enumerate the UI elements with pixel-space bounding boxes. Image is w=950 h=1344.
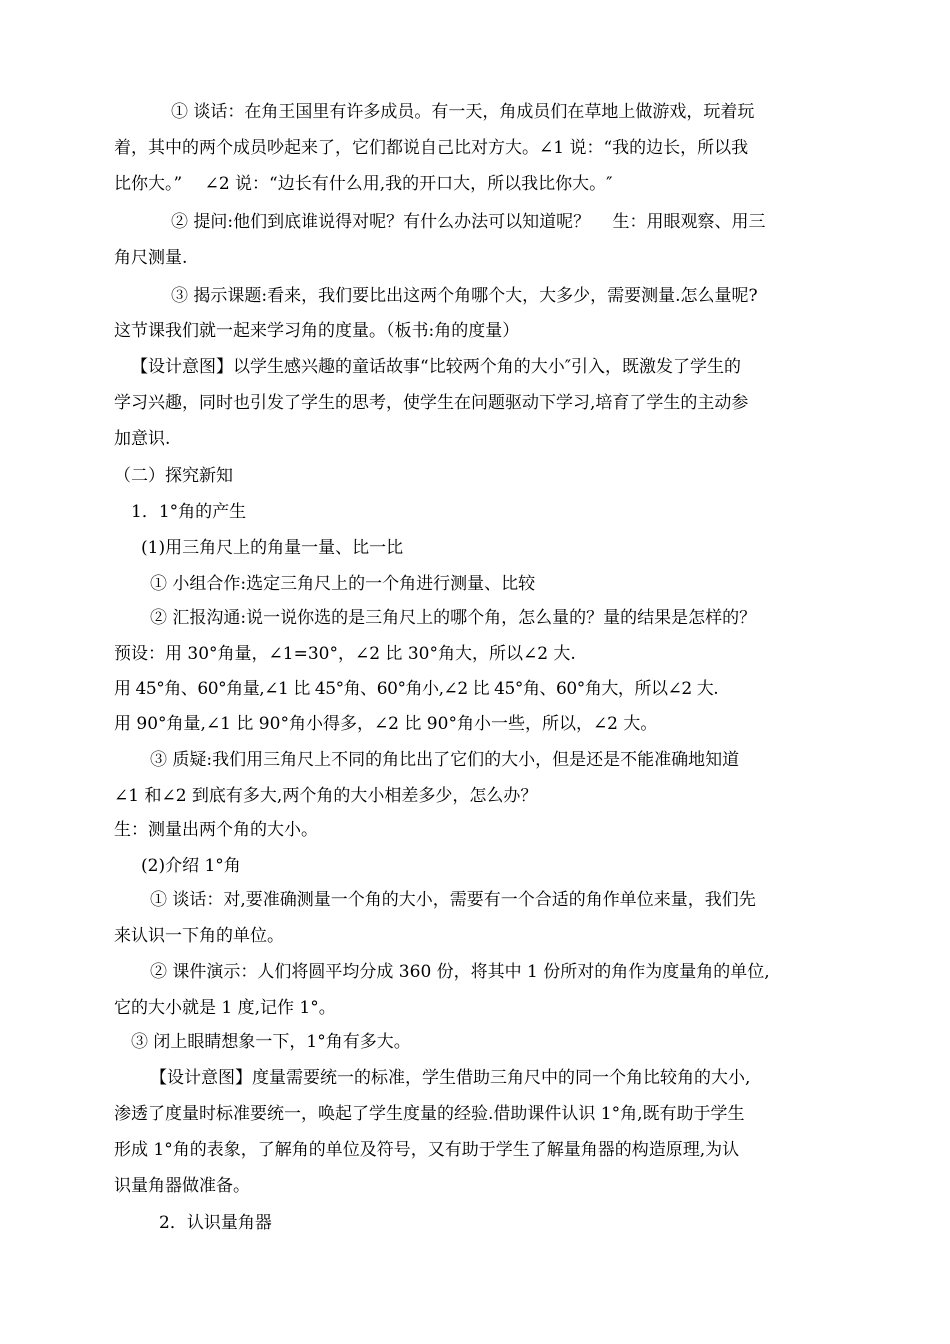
text-line: 渗透了度量时标准要统一，唤起了学生度量的经验.借助课件认识 1°角,既有助于学生 — [114, 1104, 745, 1124]
text-line: 加意识. — [114, 429, 171, 449]
text-line: 角尺测量. — [114, 248, 188, 268]
text-line: ② 课件演示：人们将圆平均分成 360 份，将其中 1 份所对的角作为度量角的单位, — [150, 962, 770, 982]
text-line: 它的大小就是 1 度,记作 1°。 — [114, 998, 336, 1018]
text-line: ① 小组合作:选定三角尺上的一个角进行测量、比较 — [150, 574, 536, 594]
text-line: ③ 质疑:我们用三角尺上不同的角比出了它们的大小，但是还是不能准确地知道 — [150, 750, 740, 770]
text-line: ② 汇报沟通:说一说你选的是三角尺上的哪个角，怎么量的？量的结果是怎样的？ — [150, 608, 757, 628]
text-line: 来认识一下角的单位。 — [114, 926, 284, 946]
text-line: 比你大。” ∠2 说：“边长有什么用,我的开口大，所以我比你大。″ — [114, 174, 613, 194]
text-line: ∠1 和∠2 到底有多大,两个角的大小相差多少，怎么办？ — [114, 786, 538, 806]
text-line: ③ 闭上眼睛想象一下，1°角有多大。 — [131, 1032, 411, 1052]
design-intent-note: 【设计意图】以学生感兴趣的童话故事“比较两个角的大小″引入，既激发了学生的 — [131, 357, 742, 377]
text-line: ③ 揭示课题:看来，我们要比出这两个角哪个大，大多少，需要测量.怎么量呢? — [171, 286, 758, 306]
text-line: 学习兴趣，同时也引发了学生的思考，使学生在问题驱动下学习,培育了学生的主动参 — [114, 393, 749, 413]
text-line: 这节课我们就一起来学习角的度量。（板书:角的度量） — [114, 321, 520, 341]
section-heading: （二）探究新知 — [114, 466, 233, 486]
subsection-heading: 1．1°角的产生 — [131, 502, 247, 522]
text-line: ① 谈话：在角王国里有许多成员。有一天，角成员们在草地上做游戏，玩着玩 — [171, 102, 755, 122]
design-intent-note: 【设计意图】度量需要统一的标准，学生借助三角尺中的同一个角比较角的大小, — [150, 1068, 751, 1088]
text-line: 形成 1°角的表象，了解角的单位及符号，又有助于学生了解量角器的构造原理,为认 — [114, 1140, 740, 1160]
text-line: 着，其中的两个成员吵起来了，它们都说自己比对方大。∠1 说：“我的边长，所以我 — [114, 138, 749, 158]
text-line: 用 90°角量,∠1 比 90°角小得多，∠2 比 90°角小一些，所以，∠2 大。 — [114, 714, 658, 734]
text-line: 识量角器做准备。 — [114, 1176, 250, 1196]
text-line: ① 谈话：对,要准确测量一个角的大小，需要有一个合适的角作单位来量，我们先 — [150, 890, 756, 910]
text-line: 生：测量出两个角的大小。 — [114, 820, 318, 840]
subsection-heading: (1)用三角尺上的角量一量、比一比 — [141, 538, 404, 558]
text-line: 用 45°角、60°角量,∠1 比 45°角、60°角小,∠2 比 45°角、60°角大，所以∠2 大. — [114, 679, 719, 699]
text-line: ② 提问:他们到底谁说得对呢？有什么办法可以知道呢？ 生：用眼观察、用三 — [171, 212, 766, 232]
subsection-heading: 2．认识量角器 — [159, 1213, 272, 1233]
text-line: 预设：用 30°角量，∠1=30°，∠2 比 30°角大，所以∠2 大. — [114, 644, 576, 664]
subsection-heading: (2)介绍 1°角 — [141, 856, 241, 876]
